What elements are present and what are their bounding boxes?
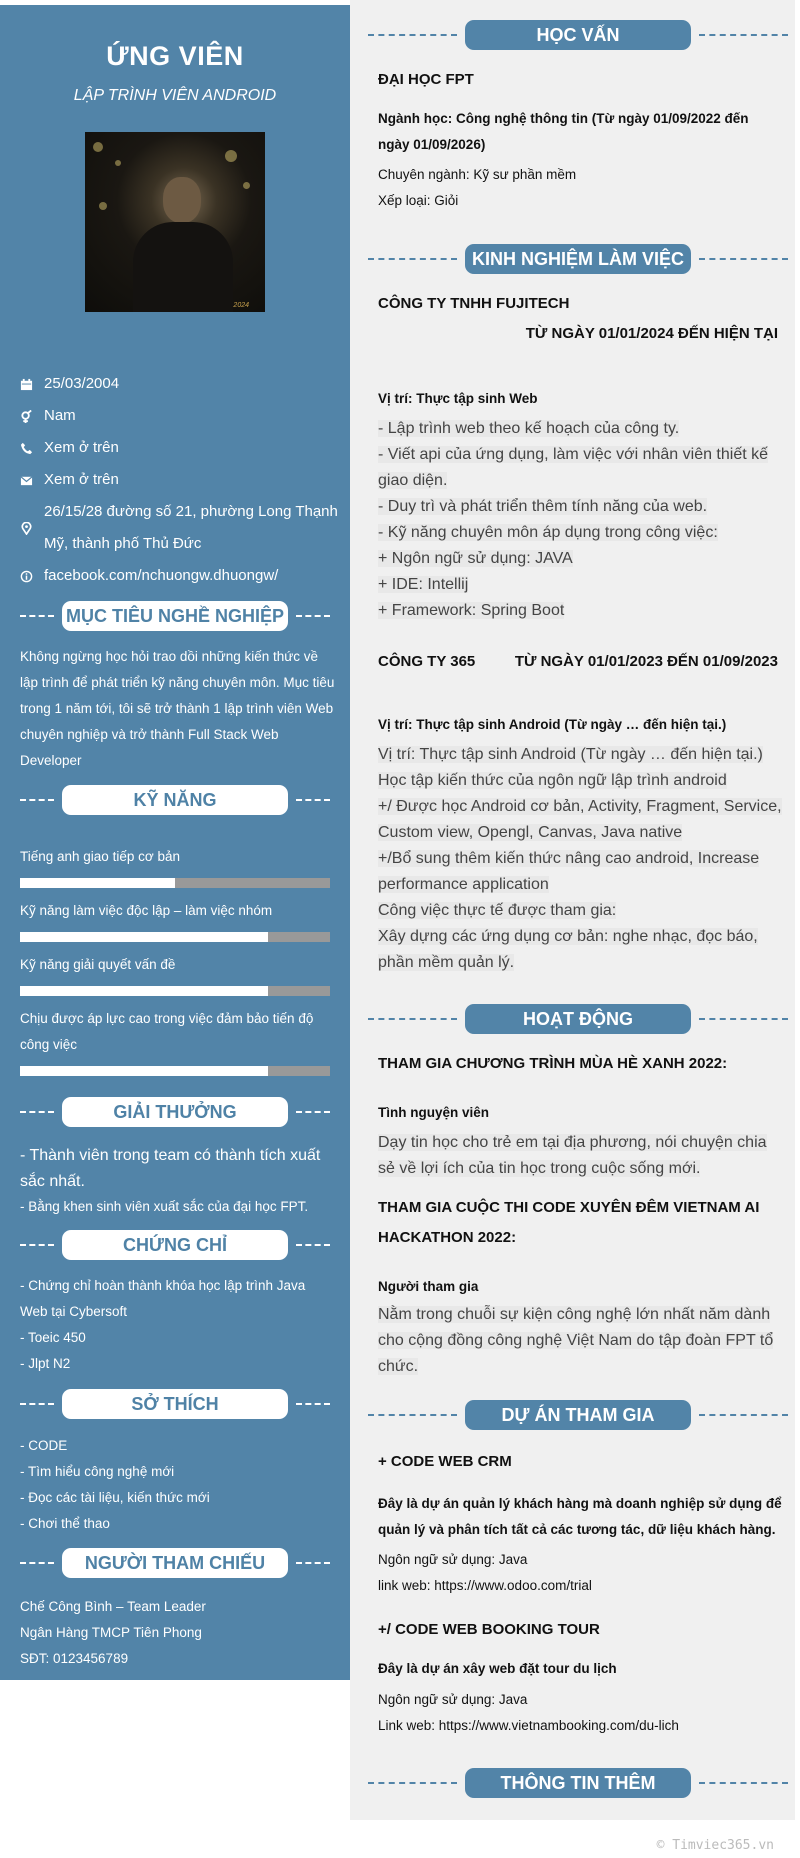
info-icon bbox=[20, 560, 44, 592]
job-company: CÔNG TY TNHH FUJITECH bbox=[378, 295, 570, 312]
project-desc: Đây là dự án quản lý khách hàng mà doanh nghiệp sử dụng để quản lý và phân tích tất cả các tương tác, dữ liệu khách hàng. bbox=[378, 1496, 782, 1537]
project-lang: Ngôn ngữ sử dụng: Java bbox=[378, 1692, 528, 1707]
certificate-item: - Jlpt N2 bbox=[20, 1356, 71, 1371]
projects-heading: DỰ ÁN THAM GIA bbox=[368, 1400, 788, 1430]
major: Ngành học: Công nghệ thông tin (Từ ngày 01/09/2022 đến ngày 01/09/2026) bbox=[378, 111, 749, 152]
project-lang: Ngôn ngữ sử dụng: Java bbox=[378, 1552, 528, 1567]
job-period: TỪ NGÀY 01/01/2023 ĐẾN 01/09/2023 bbox=[514, 653, 778, 670]
gender-icon bbox=[20, 400, 44, 432]
project-desc: Đây là dự án xây web đặt tour du lịch bbox=[378, 1661, 617, 1676]
certificates-heading: CHỨNG CHỈ bbox=[20, 1230, 330, 1260]
activity-role: Người tham gia bbox=[378, 1279, 479, 1294]
skill-bar bbox=[20, 932, 330, 942]
reference-item: Chế Công Bình – Team Leader bbox=[20, 1599, 206, 1614]
job-period: TỪ NGÀY 01/01/2024 ĐẾN HIỆN TẠI bbox=[525, 325, 778, 342]
specialty: Chuyên ngành: Kỹ sư phần mềm bbox=[378, 167, 577, 182]
job-description: - Lập trình web theo kế hoạch của công ty. - Viết api của ứng dụng, làm việc với nhân viên thiết kế giao diện. - Duy trì và phát triển thêm tính năng của web. - Kỹ năng chuyên môn áp dụng trong công việc: + Ngôn ngữ sử dụng: JAVA + IDE: Intellij + Framework: Spring Boot bbox=[378, 420, 769, 619]
job-position: Vị trí: Thực tập sinh Android (Từ ngày … đến hiện tại.) bbox=[378, 717, 727, 732]
hobby-item: - Đọc các tài liệu, kiến thức mới bbox=[20, 1490, 210, 1505]
watermark: © Timviec365.vn bbox=[656, 1838, 774, 1853]
profile-photo bbox=[85, 132, 265, 312]
activity-desc: Dạy tin học cho trẻ em tại địa phương, nói chuyện chia sẻ về lợi ích của tin học trong cuộc sống mới. bbox=[378, 1134, 767, 1177]
candidate-name: ỨNG VIÊN bbox=[106, 41, 244, 71]
activity-title: THAM GIA CHƯƠNG TRÌNH MÙA HÈ XANH 2022: bbox=[378, 1055, 728, 1072]
email-icon bbox=[20, 464, 44, 496]
project-link[interactable]: Link web: https://www.vietnambooking.com/du-lich bbox=[378, 1718, 679, 1733]
contact-dob: 25/03/2004 bbox=[20, 368, 340, 400]
job-description: Vị trí: Thực tập sinh Android (Từ ngày … đến hiện tại.) Học tập kiến thức của ngôn ngữ lập trình android +/ Được học Android cơ bản, Activity, Fragment, Service, Custom view, Opengl, Canvas, Java native +/Bổ sung thêm kiến thức nâng cao android, Increase performance application Công việc thực tế được tham gia: Xây dựng các ứng dụng cơ bản: nghe nhạc, đọc báo, phần mềm quản lý. bbox=[378, 746, 782, 971]
experience-heading: KINH NGHIỆM LÀM VIỆC bbox=[368, 244, 788, 274]
contact-list bbox=[20, 368, 340, 592]
skill-label: Kỹ năng làm việc độc lập – làm việc nhóm bbox=[20, 903, 273, 918]
education-heading: HỌC VẤN bbox=[368, 20, 788, 50]
reference-item: SĐT: 0123456789 bbox=[20, 1651, 129, 1666]
skill-label: Kỹ năng giải quyết vấn đề bbox=[20, 957, 176, 972]
contact-gender: Nam bbox=[20, 400, 340, 432]
activity-title: THAM GIA CUỘC THI CODE XUYÊN ĐÊM VIETNAM AI HACKATHON 2022: bbox=[378, 1199, 760, 1246]
candidate-title: LẬP TRÌNH VIÊN ANDROID bbox=[73, 87, 277, 104]
objective-heading: MỤC TIÊU NGHỀ NGHIỆP bbox=[20, 601, 330, 631]
contact-email: Xem ở trên bbox=[20, 464, 340, 496]
skill-bar bbox=[20, 878, 330, 888]
award-item: - Bằng khen sinh viên xuất sắc của đại học FPT. bbox=[20, 1199, 309, 1214]
photo-caption: 2024 bbox=[233, 302, 249, 309]
skill-bar bbox=[20, 1066, 330, 1076]
project-link[interactable]: link web: https://www.odoo.com/trial bbox=[378, 1578, 592, 1593]
contact-facebook[interactable]: facebook.com/nchuongw.dhuongw/ bbox=[20, 560, 340, 592]
hobby-item: - Tìm hiểu công nghệ mới bbox=[20, 1464, 175, 1479]
skill-bar bbox=[20, 986, 330, 996]
awards-heading: GIẢI THƯỞNG bbox=[20, 1097, 330, 1127]
reference-item: Ngân Hàng TMCP Tiên Phong bbox=[20, 1625, 202, 1640]
certificate-item: - Chứng chỉ hoàn thành khóa học lập trình Java Web tại Cybersoft bbox=[20, 1278, 306, 1319]
activities-heading: HOẠT ĐỘNG bbox=[368, 1004, 788, 1034]
project-name: +/ CODE WEB BOOKING TOUR bbox=[378, 1621, 600, 1638]
location-icon bbox=[20, 496, 44, 560]
award-item: - Thành viên trong team có thành tích xuất sắc nhất. bbox=[20, 1147, 321, 1190]
hobbies-heading: SỞ THÍCH bbox=[20, 1389, 330, 1419]
objective-text: Không ngừng học hỏi trao dồi những kiến thức về lập trình để phát triển kỹ năng chuyên môn. Mục tiêu trong 1 năm tới, tôi sẽ trở thành 1 lập trình viên Web chuyên nghiệp và trở thành Full Stack Web Developer bbox=[20, 649, 335, 768]
activity-desc: Nằm trong chuỗi sự kiện công nghệ lớn nhất năm dành cho cộng đồng công nghệ Việt Nam do tập đoàn FPT tổ chức. bbox=[378, 1306, 774, 1375]
job-company: CÔNG TY 365 bbox=[378, 653, 476, 670]
job-position: Vị trí: Thực tập sinh Web bbox=[378, 391, 538, 406]
rank: Xếp loại: Giỏi bbox=[378, 193, 459, 208]
activity-role: Tình nguyện viên bbox=[378, 1105, 490, 1120]
calendar-icon bbox=[20, 368, 44, 400]
skills-heading: KỸ NĂNG bbox=[20, 785, 330, 815]
sidebar bbox=[0, 5, 350, 1680]
contact-address: 26/15/28 đường số 21, phường Long Thạnh Mỹ, thành phố Thủ Đức bbox=[20, 496, 340, 560]
extra-info-heading: THÔNG TIN THÊM bbox=[368, 1768, 788, 1798]
references-heading: NGƯỜI THAM CHIẾU bbox=[20, 1548, 330, 1578]
school-name: ĐẠI HỌC FPT bbox=[378, 71, 474, 88]
skill-label: Tiếng anh giao tiếp cơ bản bbox=[20, 849, 180, 864]
certificate-item: - Toeic 450 bbox=[20, 1330, 86, 1345]
skill-label: Chịu được áp lực cao trong việc đảm bảo tiến độ công việc bbox=[20, 1011, 314, 1052]
contact-phone: Xem ở trên bbox=[20, 432, 340, 464]
hobby-item: - Chơi thể thao bbox=[20, 1516, 110, 1531]
project-name: + CODE WEB CRM bbox=[378, 1453, 512, 1470]
phone-icon bbox=[20, 432, 44, 464]
hobby-item: - CODE bbox=[20, 1438, 68, 1453]
